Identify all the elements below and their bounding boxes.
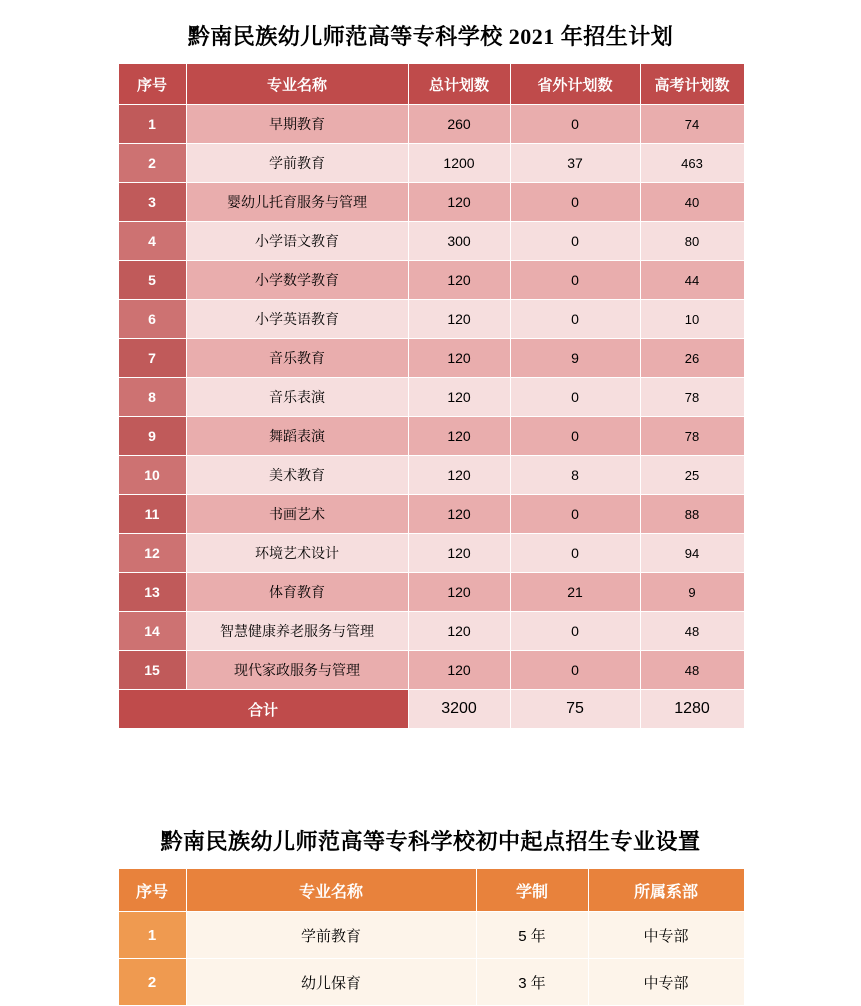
row-out: 37 <box>510 144 640 183</box>
row-total: 120 <box>408 573 510 612</box>
table1-header-gk: 高考计划数 <box>640 64 744 105</box>
row-gk: 80 <box>640 222 744 261</box>
row-total: 120 <box>408 456 510 495</box>
row-major: 小学数学教育 <box>186 261 408 300</box>
table-row <box>118 222 744 261</box>
row-total: 120 <box>408 495 510 534</box>
row-no: 12 <box>118 534 186 573</box>
row-gk: 44 <box>640 261 744 300</box>
row-gk: 88 <box>640 495 744 534</box>
row-out: 0 <box>510 105 640 144</box>
row-no: 3 <box>118 183 186 222</box>
row-no: 6 <box>118 300 186 339</box>
row-no: 1 <box>118 912 186 959</box>
row-major: 小学语文教育 <box>186 222 408 261</box>
row-total: 120 <box>408 300 510 339</box>
table-row <box>118 183 744 222</box>
total-plan: 3200 <box>408 690 510 729</box>
row-no: 10 <box>118 456 186 495</box>
row-out: 0 <box>510 534 640 573</box>
table-row <box>118 456 744 495</box>
table2-header-major: 专业名称 <box>186 869 476 912</box>
row-no: 2 <box>118 144 186 183</box>
row-out: 0 <box>510 417 640 456</box>
table2-wrapper <box>118 868 744 1006</box>
row-out: 0 <box>510 222 640 261</box>
table-row <box>118 300 744 339</box>
row-major: 音乐表演 <box>186 378 408 417</box>
table-row <box>118 495 744 534</box>
row-out: 0 <box>510 261 640 300</box>
row-total: 120 <box>408 183 510 222</box>
table-row <box>118 651 744 690</box>
row-major: 环境艺术设计 <box>186 534 408 573</box>
row-out: 21 <box>510 573 640 612</box>
middle-school-majors-table <box>118 868 745 1006</box>
row-no: 13 <box>118 573 186 612</box>
row-dept: 中专部 <box>588 959 744 1006</box>
row-gk: 9 <box>640 573 744 612</box>
row-no: 7 <box>118 339 186 378</box>
table1-header-row <box>118 64 744 105</box>
row-major: 早期教育 <box>186 105 408 144</box>
row-major: 体育教育 <box>186 573 408 612</box>
row-major: 音乐教育 <box>186 339 408 378</box>
table1-header-no: 序号 <box>118 64 186 105</box>
row-gk: 48 <box>640 651 744 690</box>
row-no: 8 <box>118 378 186 417</box>
row-no: 15 <box>118 651 186 690</box>
table1-wrapper <box>118 63 744 729</box>
row-no: 14 <box>118 612 186 651</box>
table1-title: 黔南民族幼儿师范高等专科学校 2021 年招生计划 <box>187 24 674 49</box>
row-gk: 94 <box>640 534 744 573</box>
table2-header-dept: 所属系部 <box>588 869 744 912</box>
row-total: 120 <box>408 612 510 651</box>
table-row <box>118 417 744 456</box>
row-total: 120 <box>408 417 510 456</box>
row-major: 小学英语教育 <box>186 300 408 339</box>
total-out: 75 <box>510 690 640 729</box>
row-out: 0 <box>510 183 640 222</box>
row-no: 4 <box>118 222 186 261</box>
table2-title: 黔南民族幼儿师范高等专科学校初中起点招生专业设置 <box>160 829 701 854</box>
row-no: 5 <box>118 261 186 300</box>
table1-header-total: 总计划数 <box>408 64 510 105</box>
row-total: 120 <box>408 534 510 573</box>
row-years: 3 年 <box>476 959 588 1006</box>
row-major: 婴幼儿托育服务与管理 <box>186 183 408 222</box>
table1-header-major: 专业名称 <box>186 64 408 105</box>
row-gk: 10 <box>640 300 744 339</box>
row-out: 0 <box>510 378 640 417</box>
row-out: 0 <box>510 300 640 339</box>
row-no: 2 <box>118 959 186 1006</box>
table-row <box>118 105 744 144</box>
table1-body <box>118 105 744 729</box>
table1-total-row <box>118 690 744 729</box>
row-total: 120 <box>408 339 510 378</box>
row-gk: 74 <box>640 105 744 144</box>
table2-header-years: 学制 <box>476 869 588 912</box>
row-gk: 26 <box>640 339 744 378</box>
total-gaokao: 1280 <box>640 690 744 729</box>
table-row <box>118 959 744 1006</box>
table-row <box>118 339 744 378</box>
table-row <box>118 378 744 417</box>
table-row <box>118 534 744 573</box>
row-total: 1200 <box>408 144 510 183</box>
row-total: 120 <box>408 378 510 417</box>
row-major: 学前教育 <box>186 144 408 183</box>
row-total: 120 <box>408 651 510 690</box>
row-out: 9 <box>510 339 640 378</box>
row-gk: 48 <box>640 612 744 651</box>
table-row <box>118 573 744 612</box>
table1-header-out: 省外计划数 <box>510 64 640 105</box>
table-row <box>118 912 744 959</box>
row-out: 0 <box>510 612 640 651</box>
row-gk: 78 <box>640 417 744 456</box>
table-row <box>118 612 744 651</box>
row-gk: 78 <box>640 378 744 417</box>
row-total: 120 <box>408 261 510 300</box>
table2-header-row <box>118 869 744 912</box>
row-major: 舞蹈表演 <box>186 417 408 456</box>
row-total: 300 <box>408 222 510 261</box>
row-out: 8 <box>510 456 640 495</box>
row-out: 0 <box>510 651 640 690</box>
row-out: 0 <box>510 495 640 534</box>
row-major: 智慧健康养老服务与管理 <box>186 612 408 651</box>
row-years: 5 年 <box>476 912 588 959</box>
row-no: 11 <box>118 495 186 534</box>
table2-header-no: 序号 <box>118 869 186 912</box>
row-total: 260 <box>408 105 510 144</box>
table2-body <box>118 912 744 1006</box>
row-major: 幼儿保育 <box>186 959 476 1006</box>
table-row <box>118 261 744 300</box>
row-gk: 463 <box>640 144 744 183</box>
row-gk: 25 <box>640 456 744 495</box>
row-gk: 40 <box>640 183 744 222</box>
row-dept: 中专部 <box>588 912 744 959</box>
total-label: 合计 <box>118 690 408 729</box>
row-major: 学前教育 <box>186 912 476 959</box>
admission-plan-table <box>118 63 745 729</box>
table-row <box>118 144 744 183</box>
row-no: 1 <box>118 105 186 144</box>
row-no: 9 <box>118 417 186 456</box>
row-major: 现代家政服务与管理 <box>186 651 408 690</box>
row-major: 书画艺术 <box>186 495 408 534</box>
row-major: 美术教育 <box>186 456 408 495</box>
section-spacer <box>0 729 861 825</box>
